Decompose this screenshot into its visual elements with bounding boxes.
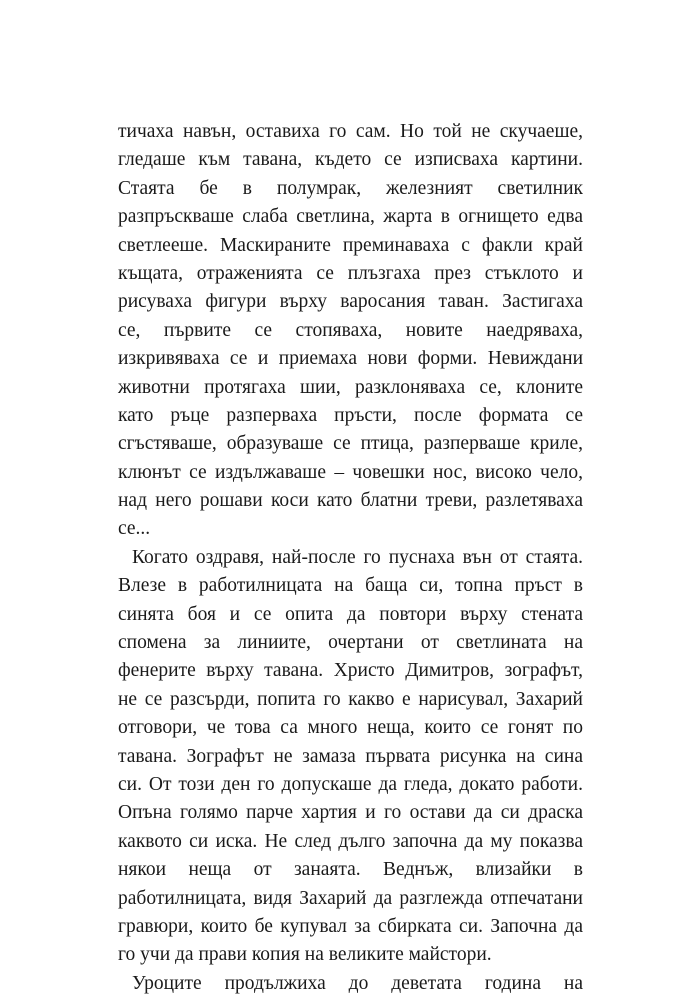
paragraph-2 (118, 544, 583, 970)
text-line: отговори, че това са много неща, които се гонят по (118, 717, 583, 739)
text-line: рисуваха фигури върху варосания таван. Застигаха (118, 291, 583, 313)
text-line: тавана. Зографът не замаза първата рисунка на сина (118, 745, 583, 767)
paragraph-1 (118, 118, 583, 544)
text-line: някои неща от занаята. Веднъж, влизайки в (118, 859, 583, 881)
text-line: се, първите се стопяваха, новите наедряваха, (118, 319, 583, 341)
text-line: Уроците продължиха до деветата година на (132, 972, 583, 994)
text-line: работилницата, видя Захарий да разглежда отпечатани (118, 887, 583, 909)
text-line: синята боя и се опита да повтори върху стената (118, 603, 583, 625)
paragraph-3 (118, 970, 583, 998)
text-line: гледаше към тавана, където се изписваха картини. (118, 149, 583, 171)
body-text (118, 118, 583, 998)
text-line: Стаята бе в полумрак, железният светилник (118, 177, 583, 199)
text-line: животни протягаха шии, разклоняваха се, клоните (118, 376, 583, 398)
text-line: Опъна голямо парче хартия и го остави да си драска (118, 802, 583, 824)
text-line: не се разсърди, попита го какво е нарисувал, Захарий (118, 688, 583, 710)
text-line: като ръце разперваха пръсти, после формата се (118, 404, 583, 426)
text-line: Влезе в работилницата на баща си, топна пръст в (118, 575, 583, 597)
text-line: светлееше. Маскираните преминаваха с факли край (118, 234, 583, 256)
text-line: се... (118, 518, 151, 540)
text-line: каквото си иска. Не след дълго започна да му показва (118, 830, 583, 852)
text-line: сгъстяваше, образуваше се птица, разперваше криле, (118, 433, 583, 455)
text-line: фенерите върху тавана. Христо Димитров, зографът, (118, 660, 583, 682)
text-line: клюнът се издължаваше – човешки нос, високо чело, (118, 461, 583, 483)
text-line: го учи да прави копия на великите майстори. (118, 944, 492, 966)
text-line: къщата, отраженията се плъзгаха през стъклото и (118, 262, 583, 284)
text-line: разпръскваше слаба светлина, жарта в огнището едва (118, 206, 583, 228)
text-line: спомена за линиите, очертани от светлината на (118, 632, 583, 654)
text-line: изкривяваха се и приемаха нови форми. Невиждани (118, 348, 583, 370)
text-line: Когато оздравя, най-после го пуснаха вън от стаята. (132, 546, 583, 568)
text-line: гравюри, които бе купувал за сбирката си. Започна да (118, 915, 583, 937)
text-line: си. От този ден го допускаше да гледа, докато работи. (118, 773, 583, 795)
text-line: тичаха навън, оставиха го сам. Но той не скучаеше, (118, 121, 583, 142)
text-line: над него рошави коси като блатни треви, разлетяваха (118, 490, 583, 512)
